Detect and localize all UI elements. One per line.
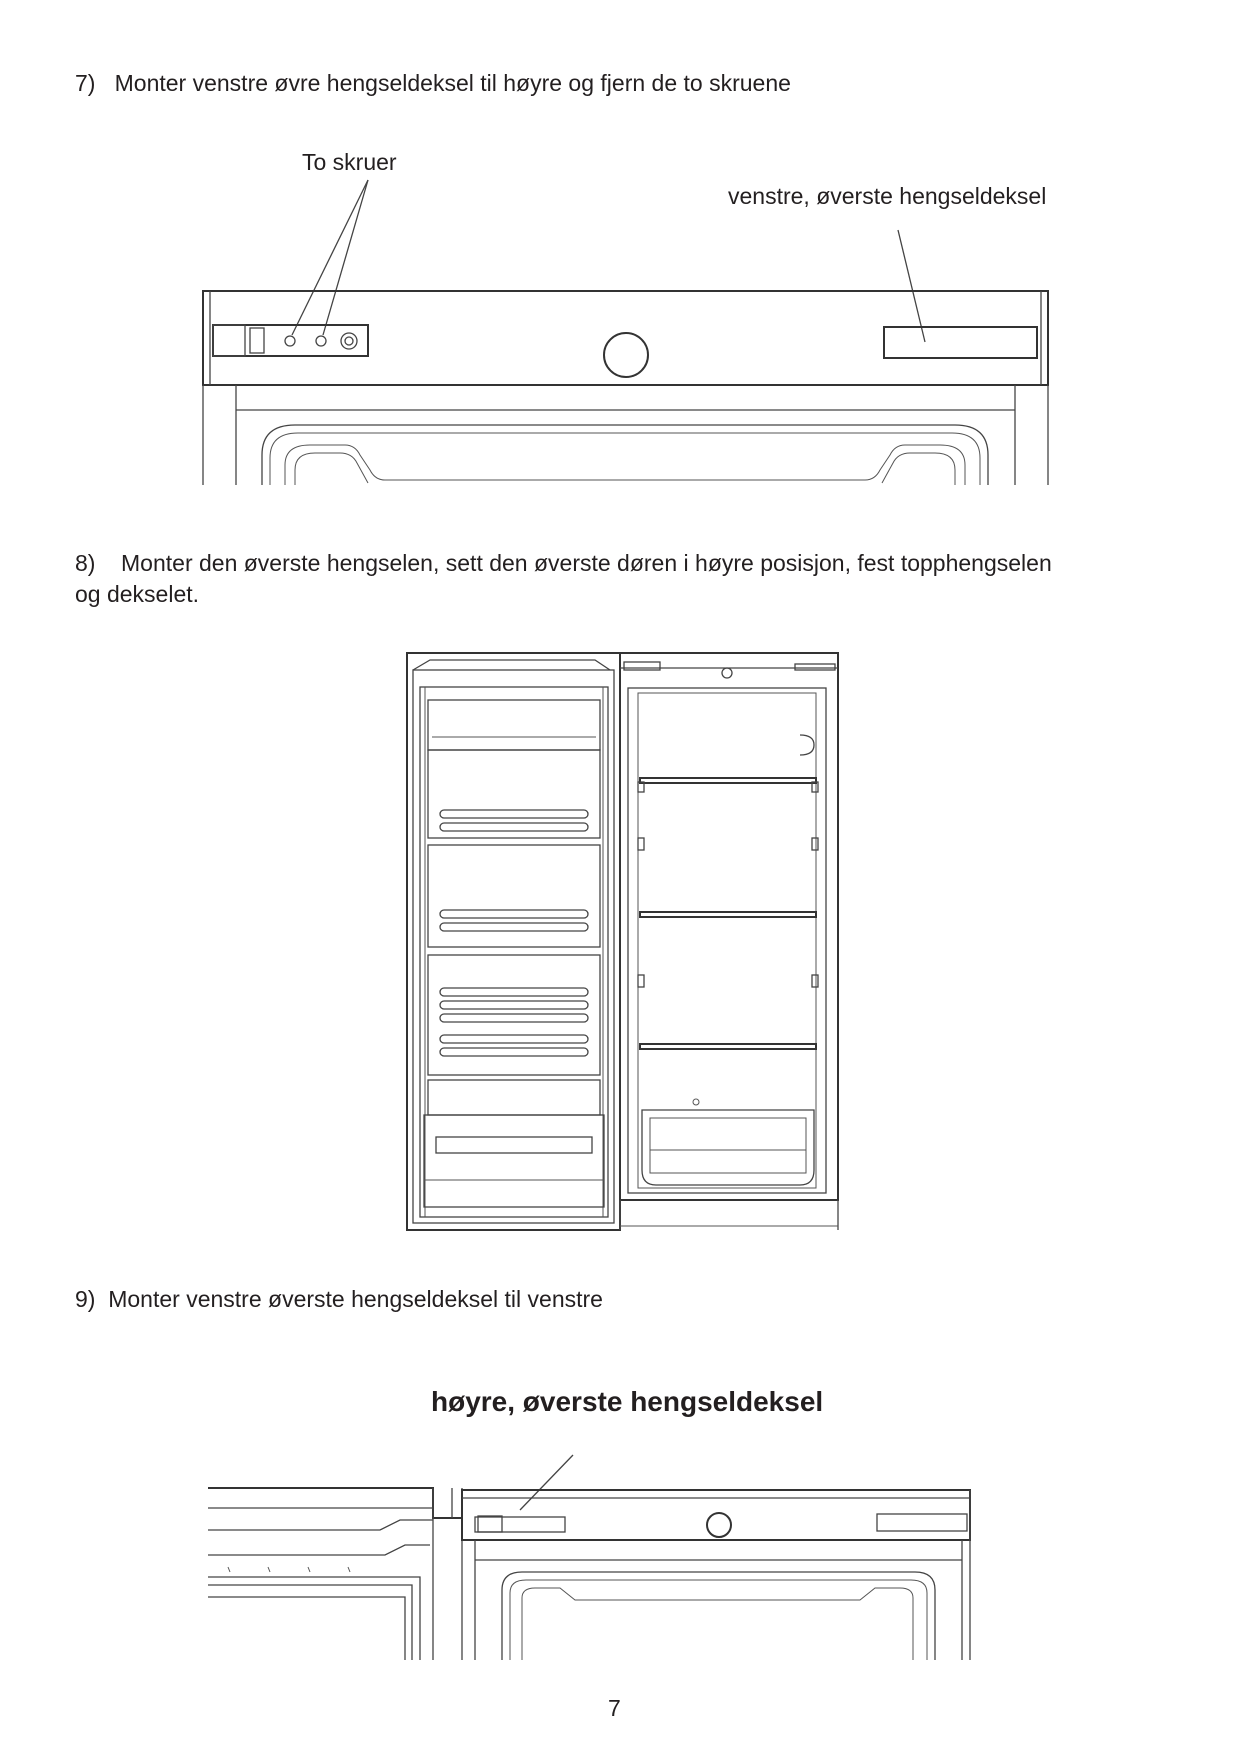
step-9-number: 9): [75, 1286, 96, 1312]
step-8-text: Monter den øverste hengselen, sett den øverste døren i høyre posisjon, fest topphengselen: [121, 550, 1052, 576]
step-8-number: 8): [75, 550, 96, 576]
step-8-text-line2: og dekselet.: [75, 581, 200, 607]
page-number: 7: [608, 1695, 621, 1721]
callout-left-top-hinge-cover: venstre, øverste hengseldeksel: [728, 183, 1047, 209]
callout-two-screws: To skruer: [302, 149, 397, 175]
callout-right-top-hinge-cover: høyre, øverste hengseldeksel: [431, 1386, 824, 1417]
step-9-text: Monter venstre øverste hengseldeksel til venstre: [108, 1286, 603, 1312]
step-7-text: Monter venstre øvre hengseldeksel til høyre og fjern de to skruene: [114, 70, 791, 96]
step-7-number: 7): [75, 70, 96, 96]
